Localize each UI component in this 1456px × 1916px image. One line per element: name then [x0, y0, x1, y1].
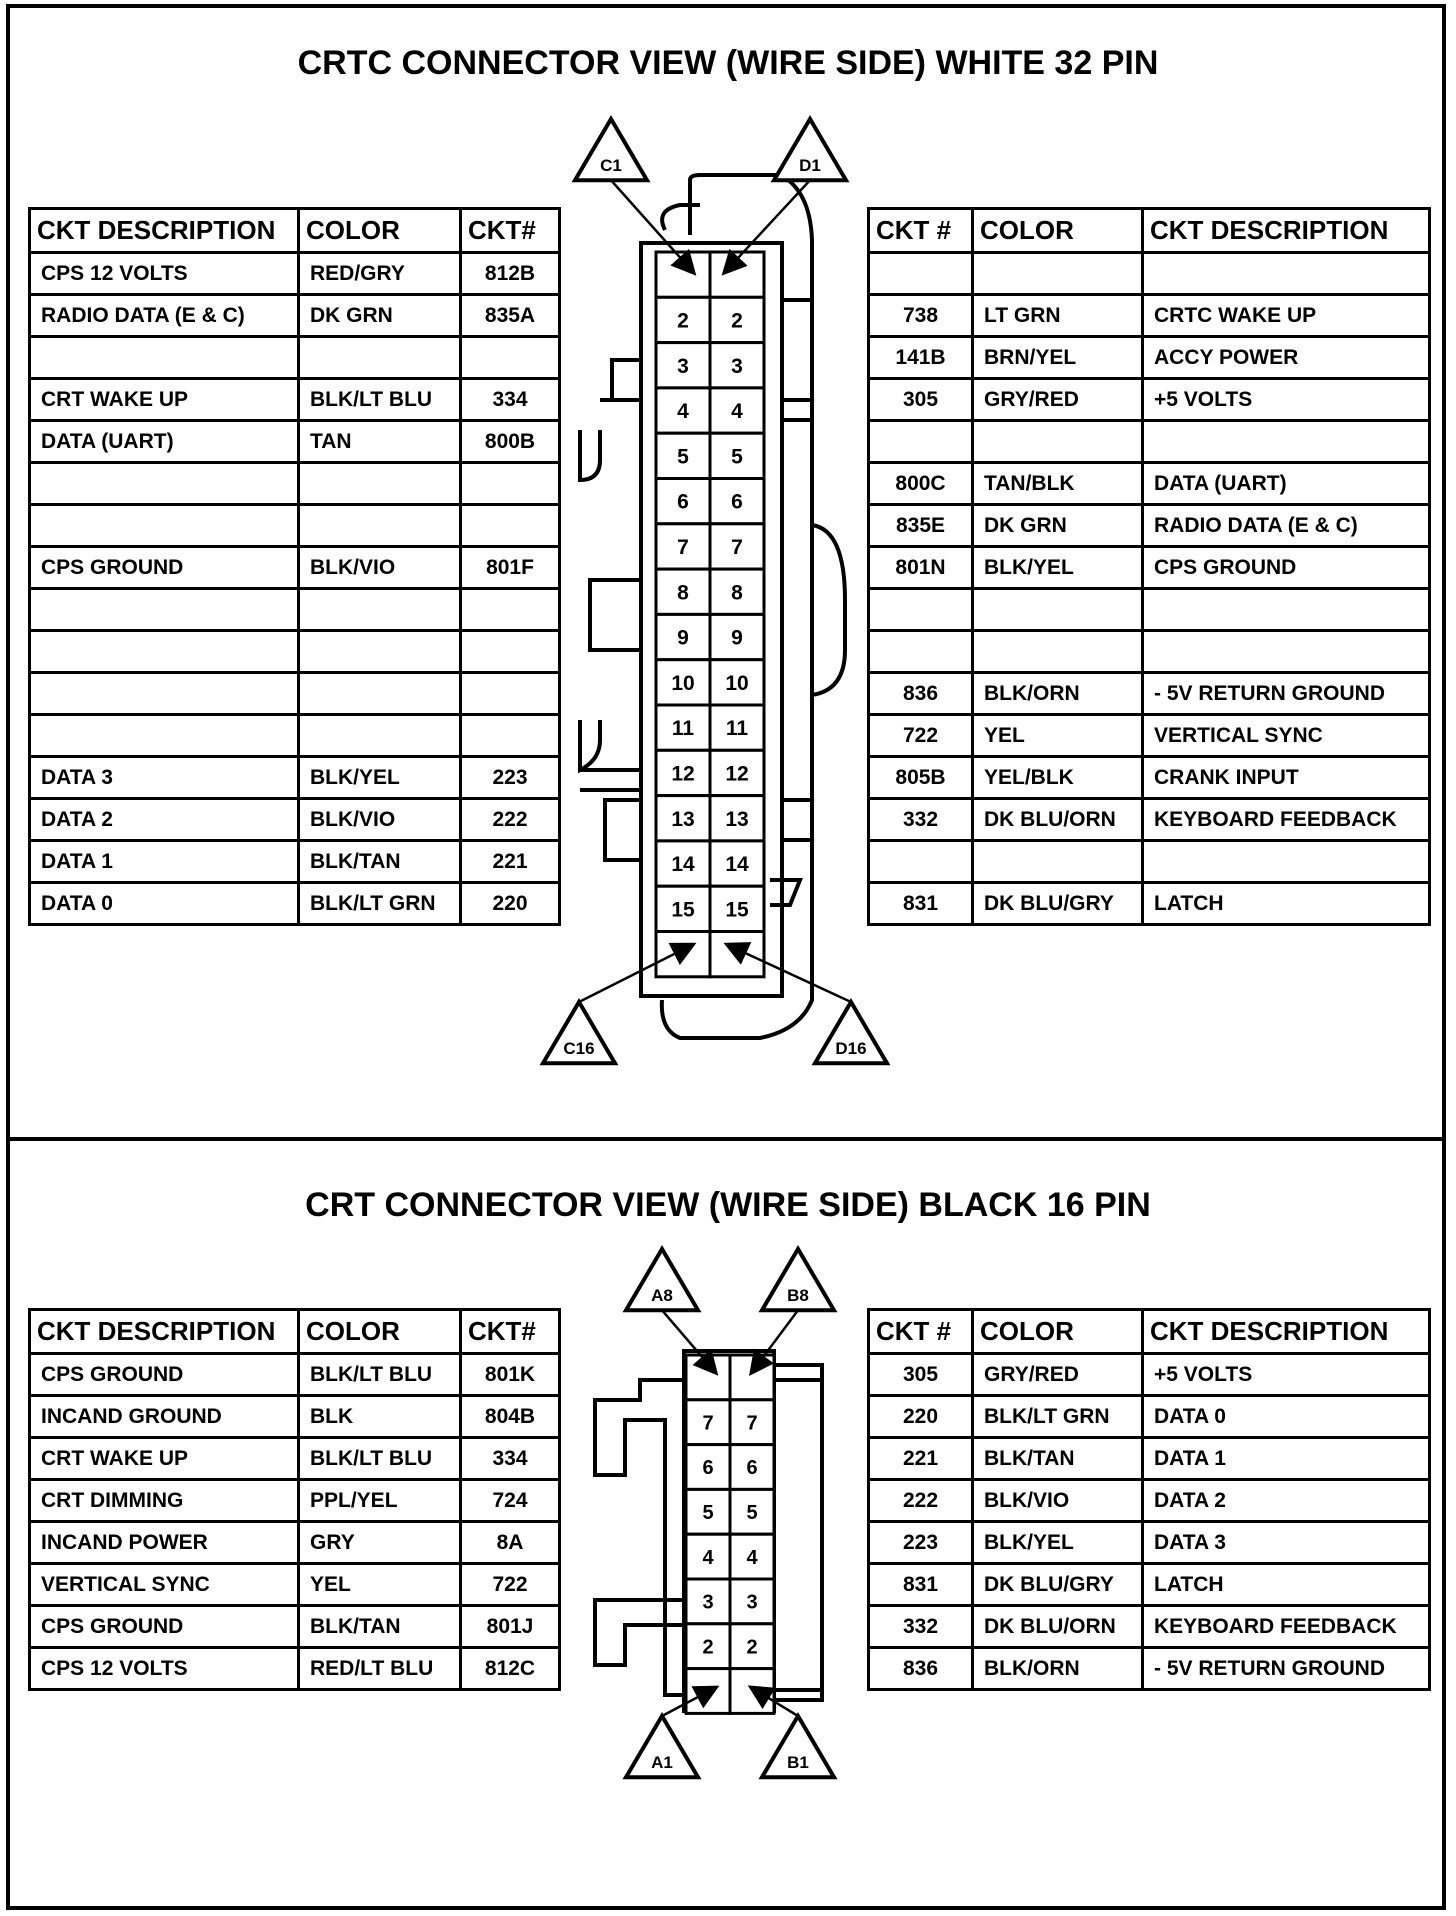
crtc-right-cell: 738	[869, 295, 973, 337]
crtc-pin-number: 5	[677, 445, 689, 469]
crtc-pin-number: 12	[671, 762, 695, 786]
crt-right-cell: DATA 0	[1143, 1396, 1430, 1438]
crtc-left-cell: 220	[461, 883, 560, 925]
crtc-left-cell: BLK/LT GRN	[299, 883, 461, 925]
crtc-right-cell: DK GRN	[973, 505, 1143, 547]
crt-pin-number: 4	[702, 1546, 714, 1569]
crtc-pin-number: 13	[725, 807, 749, 831]
crtc-right-cell: CRTC WAKE UP	[1143, 295, 1430, 337]
crt-right-header: CKT #	[869, 1310, 973, 1354]
callout-label: D1	[799, 156, 821, 176]
crt-right-cell: BLK/VIO	[973, 1480, 1143, 1522]
crtc-pin-number: 10	[671, 671, 695, 695]
crtc-right-cell: LT GRN	[973, 295, 1143, 337]
crtc-pin-number: 12	[725, 762, 749, 786]
crtc-right-cell: GRY/RED	[973, 379, 1143, 421]
crtc-right-cell: KEYBOARD FEEDBACK	[1143, 799, 1430, 841]
crtc-right-cell: - 5V RETURN GROUND	[1143, 673, 1430, 715]
crtc-left-cell: CRT WAKE UP	[30, 379, 299, 421]
crt-left-cell: CPS GROUND	[30, 1606, 299, 1648]
crtc-pin-number: 14	[671, 853, 695, 877]
crt-pin-number: 4	[746, 1546, 758, 1569]
crtc-left-cell: 835A	[461, 295, 560, 337]
crt-pin-number: 5	[702, 1502, 714, 1524]
crt-left-header: CKT DESCRIPTION	[30, 1310, 299, 1354]
crtc-right-cell: BLK/YEL	[973, 547, 1143, 589]
crt-right-cell: DK BLU/ORN	[973, 1606, 1143, 1648]
crtc-right-cell: RADIO DATA (E & C)	[1143, 505, 1430, 547]
crtc-left-cell: BLK/VIO	[299, 547, 461, 589]
crt-left-cell: 812C	[461, 1648, 560, 1690]
crt-left-cell: RED/LT BLU	[299, 1648, 461, 1690]
crtc-pin-number: 11	[671, 717, 695, 741]
crtc-right-cell: CRANK INPUT	[1143, 757, 1430, 799]
crtc-pin-number: 15	[671, 898, 695, 922]
crtc-pin-number: 3	[677, 354, 689, 378]
crtc-left-cell: 223	[461, 757, 560, 799]
crtc-right-cell: DATA (UART)	[1143, 463, 1430, 505]
callout-label: C16	[563, 1039, 595, 1059]
crt-left-cell: VERTICAL SYNC	[30, 1564, 299, 1606]
callout-label: B1	[787, 1753, 809, 1773]
crt-left-cell: 801J	[461, 1606, 560, 1648]
crtc-left-cell: DATA 0	[30, 883, 299, 925]
crtc-pin-number: 3	[731, 354, 743, 378]
crt-right-cell: DK BLU/GRY	[973, 1564, 1143, 1606]
crtc-pin-number: 7	[677, 536, 689, 560]
crt-left-cell: 8A	[461, 1522, 560, 1564]
crt-pin-number: 2	[702, 1636, 714, 1659]
crtc-left-cell: BLK/LT BLU	[299, 379, 461, 421]
crt-right-cell: 305	[869, 1354, 973, 1396]
crtc-right-cell: 800C	[869, 463, 973, 505]
crt-right-cell: 332	[869, 1606, 973, 1648]
crtc-pin-number: 15	[725, 898, 749, 922]
crtc-pin-number: 6	[731, 490, 743, 514]
crt-right-header: CKT DESCRIPTION	[1143, 1310, 1430, 1354]
crt-pin-number: 6	[702, 1457, 714, 1480]
crt-right-cell: DATA 3	[1143, 1522, 1430, 1564]
callout-label: C1	[600, 156, 622, 176]
crtc-right-cell: YEL	[973, 715, 1143, 757]
crt-pin-number: 2	[746, 1636, 758, 1659]
crtc-right-cell: TAN/BLK	[973, 463, 1143, 505]
crtc-right-cell: 305	[869, 379, 973, 421]
crtc-pin-number: 5	[731, 445, 743, 469]
crtc-right-cell: BRN/YEL	[973, 337, 1143, 379]
crt-right-cell: 223	[869, 1522, 973, 1564]
crt-right-cell: GRY/RED	[973, 1354, 1143, 1396]
crt-pin-cell	[730, 1355, 774, 1400]
crtc-right-cell: ACCY POWER	[1143, 337, 1430, 379]
callout-label: B8	[787, 1286, 809, 1306]
crt-pin-grid	[686, 1355, 774, 1713]
crtc-left-cell: DATA 1	[30, 841, 299, 883]
crtc-right-cell: 831	[869, 883, 973, 925]
crtc-left-header: COLOR	[299, 209, 461, 253]
crtc-right-cell: 141B	[869, 337, 973, 379]
crtc-left-cell: CPS GROUND	[30, 547, 299, 589]
crtc-left-cell: BLK/YEL	[299, 757, 461, 799]
crt-pin-number: 3	[746, 1591, 758, 1614]
crtc-right-cell: +5 VOLTS	[1143, 379, 1430, 421]
crtc-pin-cell	[656, 252, 710, 297]
crtc-left-cell: RED/GRY	[299, 253, 461, 295]
crtc-pin-number: 9	[677, 626, 689, 650]
crt-left-cell: YEL	[299, 1564, 461, 1606]
crtc-right-header: CKT #	[869, 209, 973, 253]
crt-left-cell: GRY	[299, 1522, 461, 1564]
crtc-right-cell: DK BLU/ORN	[973, 799, 1143, 841]
crtc-right-cell: YEL/BLK	[973, 757, 1143, 799]
crtc-left-header: CKT#	[461, 209, 560, 253]
crtc-right-cell: DK BLU/GRY	[973, 883, 1143, 925]
crt-pin-number: 6	[746, 1457, 758, 1480]
crt-left-cell: INCAND GROUND	[30, 1396, 299, 1438]
crtc-left-cell: CPS 12 VOLTS	[30, 253, 299, 295]
crt-pin-number: 5	[746, 1502, 758, 1524]
crtc-left-cell: 800B	[461, 421, 560, 463]
crt-left-cell: BLK/TAN	[299, 1606, 461, 1648]
crt-left-cell: CRT DIMMING	[30, 1480, 299, 1522]
crt-right-cell: LATCH	[1143, 1564, 1430, 1606]
crtc-pin-number: 4	[677, 400, 689, 424]
callout-label: A8	[651, 1286, 673, 1306]
crtc-pin-number: 14	[725, 853, 749, 877]
callout-arrow	[611, 180, 693, 272]
crtc-pin-number: 11	[725, 717, 749, 741]
crt-pin-number: 7	[746, 1412, 758, 1435]
crt-left-cell: 801K	[461, 1354, 560, 1396]
crt-left-header: COLOR	[299, 1310, 461, 1354]
crt-right-cell: KEYBOARD FEEDBACK	[1143, 1606, 1430, 1648]
crtc-left-cell: 221	[461, 841, 560, 883]
crt-pin-number: 3	[702, 1591, 714, 1614]
crt-right-cell: BLK/LT GRN	[973, 1396, 1143, 1438]
crt-left-cell: 334	[461, 1438, 560, 1480]
crtc-right-cell: LATCH	[1143, 883, 1430, 925]
crtc-left-cell: 801F	[461, 547, 560, 589]
crt-right-cell: BLK/YEL	[973, 1522, 1143, 1564]
crt-right-cell: DATA 1	[1143, 1438, 1430, 1480]
crt-right-cell: BLK/ORN	[973, 1648, 1143, 1690]
crt-left-header: CKT#	[461, 1310, 560, 1354]
crtc-right-cell: 835E	[869, 505, 973, 547]
callout-arrow	[725, 180, 810, 272]
crtc-title: CRTC CONNECTOR VIEW (WIRE SIDE) WHITE 32 PIN	[297, 44, 1159, 82]
crt-left-cell: BLK/LT BLU	[299, 1438, 461, 1480]
crt-right-cell: +5 VOLTS	[1143, 1354, 1430, 1396]
crtc-pin-number: 7	[731, 536, 743, 560]
crt-pin-number: 7	[702, 1412, 714, 1435]
crtc-left-header: CKT DESCRIPTION	[30, 209, 299, 253]
crtc-left-cell: DATA (UART)	[30, 421, 299, 463]
callout-label: A1	[651, 1753, 673, 1773]
crt-left-cell: BLK/LT BLU	[299, 1354, 461, 1396]
crtc-right-cell: CPS GROUND	[1143, 547, 1430, 589]
crtc-left-cell: BLK/VIO	[299, 799, 461, 841]
crtc-right-header: COLOR	[973, 209, 1143, 253]
crtc-left-cell: 812B	[461, 253, 560, 295]
crt-left-cell: PPL/YEL	[299, 1480, 461, 1522]
crtc-pin-number: 2	[731, 309, 743, 333]
crtc-pin-number: 8	[731, 581, 743, 605]
crt-right-cell: 831	[869, 1564, 973, 1606]
crtc-pin-grid	[656, 252, 764, 977]
crtc-right-cell: BLK/ORN	[973, 673, 1143, 715]
crt-right-cell: DATA 2	[1143, 1480, 1430, 1522]
crtc-right-cell: 332	[869, 799, 973, 841]
crt-right-cell: 836	[869, 1648, 973, 1690]
crtc-left-cell: DATA 2	[30, 799, 299, 841]
crtc-pin-number: 6	[677, 490, 689, 514]
crtc-right-cell: 722	[869, 715, 973, 757]
crt-left-cell: 722	[461, 1564, 560, 1606]
crtc-pin-number: 4	[731, 400, 743, 424]
crt-pin-cell	[686, 1355, 730, 1400]
crtc-pin-cell	[656, 932, 710, 977]
crtc-left-cell: DATA 3	[30, 757, 299, 799]
crt-left-cell: BLK	[299, 1396, 461, 1438]
crt-right-cell: 221	[869, 1438, 973, 1480]
crtc-pin-number: 2	[677, 309, 689, 333]
crtc-right-header: CKT DESCRIPTION	[1143, 209, 1430, 253]
callout-label: D16	[835, 1039, 867, 1059]
crtc-right-cell: 801N	[869, 547, 973, 589]
crtc-left-cell: 334	[461, 379, 560, 421]
crtc-right-cell: 836	[869, 673, 973, 715]
crt-right-header: COLOR	[973, 1310, 1143, 1354]
crt-left-cell: CRT WAKE UP	[30, 1438, 299, 1480]
crtc-right-cell: VERTICAL SYNC	[1143, 715, 1430, 757]
crtc-pin-cell	[710, 932, 764, 977]
crt-left-cell: 724	[461, 1480, 560, 1522]
crt-right-cell: 220	[869, 1396, 973, 1438]
crt-pin-cell	[730, 1669, 774, 1714]
crtc-left-cell: RADIO DATA (E & C)	[30, 295, 299, 337]
crt-left-cell: INCAND POWER	[30, 1522, 299, 1564]
crtc-left-cell: DK GRN	[299, 295, 461, 337]
crt-title: CRT CONNECTOR VIEW (WIRE SIDE) BLACK 16 PIN	[305, 1186, 1151, 1224]
crtc-pin-number: 8	[677, 581, 689, 605]
crt-left-cell: 804B	[461, 1396, 560, 1438]
crtc-pin-number: 10	[725, 671, 749, 695]
crt-left-cell: CPS 12 VOLTS	[30, 1648, 299, 1690]
crtc-left-cell: TAN	[299, 421, 461, 463]
crtc-left-cell: BLK/TAN	[299, 841, 461, 883]
crtc-pin-number: 13	[671, 807, 695, 831]
crt-right-cell: BLK/TAN	[973, 1438, 1143, 1480]
crt-left-cell: CPS GROUND	[30, 1354, 299, 1396]
crt-right-cell: - 5V RETURN GROUND	[1143, 1648, 1430, 1690]
crtc-right-cell: 805B	[869, 757, 973, 799]
crt-right-cell: 222	[869, 1480, 973, 1522]
crtc-left-cell: 222	[461, 799, 560, 841]
crtc-pin-number: 9	[731, 626, 743, 650]
